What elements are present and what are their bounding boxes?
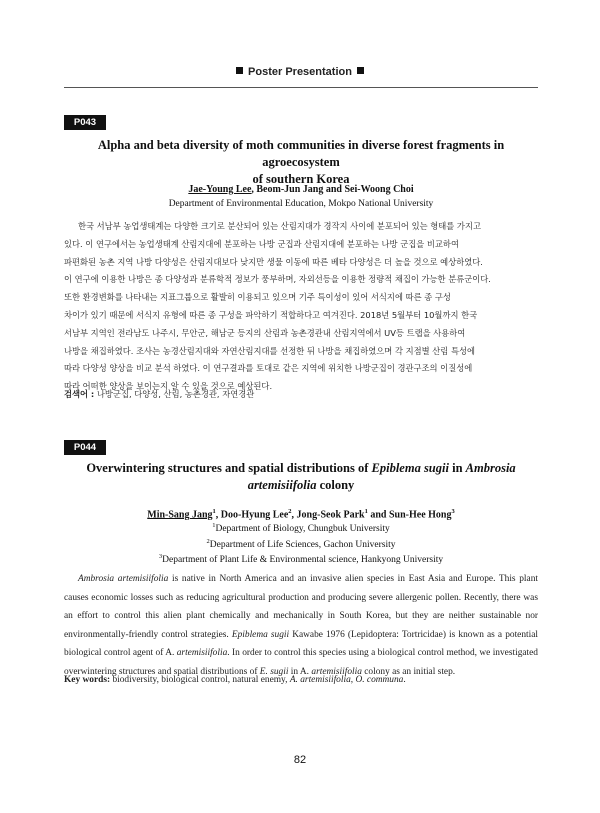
section-title: Poster Presentation [248, 66, 352, 78]
author-list [64, 183, 538, 196]
keywords-text: . [403, 675, 406, 685]
title-line: of southern Korea [252, 172, 350, 186]
aff-text: Department of Biology, Chungbuk University [215, 524, 390, 535]
abstract-line: 있다. 이 연구에서는 농업생태계 산림지대에 분포하는 나방 군집과 산림지대에 분포하는 나방 군집을 비교하여 [64, 238, 459, 249]
title-text: Overwintering structures and spatial distributions of [86, 461, 372, 475]
species-name: E. sugii [259, 666, 289, 677]
abstract-line: 한국 서남부 농업생태계는 다양한 크기로 분산되어 있는 산림지대가 경작지 사이에 분포되어 있는 형태를 가지고 [78, 221, 481, 231]
species-name: Ambrosia artemisiifolia [78, 574, 169, 584]
keywords-text: 나방군집, 다양성, 산림, 농촌경관, 자연경관 [94, 389, 255, 399]
poster-code-badge: P043 [64, 115, 106, 130]
co-author: , Jong-Seok Park [291, 509, 365, 521]
species-name: Epiblema sugii [231, 629, 290, 640]
species-name: artemisiifolia [311, 666, 362, 677]
keywords-text: , [350, 675, 356, 685]
co-author: , Doo-Hyung Lee [215, 509, 289, 521]
title-line [64, 460, 538, 477]
abstract-paragraph [64, 570, 538, 682]
author-sup: 1 [212, 508, 216, 515]
header-divider [64, 87, 538, 88]
title-text: colony [316, 478, 355, 492]
affiliations [64, 520, 538, 567]
keywords-text: biodiversity, biological control, natural enemy, [110, 675, 290, 685]
title-line [64, 477, 538, 494]
abstract-line: 나방을 채집하였다. 조사는 농경산림지대와 자연산림지대를 선정한 뒤 나방을 채집하였으며 각 지점별 산림 특성에 [64, 345, 475, 356]
species-name: artemisiifolia [176, 648, 228, 659]
abstract-english [64, 570, 538, 682]
aff-sup: 1 [212, 522, 216, 529]
abstract-text: is native in North America and an invasive alien species in East Asia and Europe. This plant causes economic losses such as reducing agricultural production and producing severe allergenic pollen. Recently, there was an effort to control this alien plant chemically and mechanically in South Korea, but they are neither sustainable nor environmentally-friendly control strategies. [64, 574, 538, 640]
species-name: Ambrosia [465, 461, 516, 475]
species-name: A. artemisiifolia [289, 675, 351, 685]
aff-sup: 3 [158, 553, 163, 561]
poster-code-badge: P044 [64, 440, 106, 455]
keywords [64, 387, 538, 401]
presenting-author: Min-Sang Jang [147, 509, 213, 521]
co-authors: , Beom-Jun Jang and Sei-Woong Choi [251, 184, 414, 195]
square-bullet-icon [357, 67, 364, 74]
abstract-line: 차이가 있기 때문에 서식지 유형에 따른 종 구성을 파악하기 적합하다고 여겨진다. 2018년 5월부터 10월까지 한국 [64, 309, 478, 320]
affiliation [64, 551, 538, 567]
title-line: Alpha and beta diversity of moth communities in diverse forest fragments in agroecosystem [97, 138, 505, 169]
co-author: and Sun-Hee Hong [367, 509, 452, 521]
abstract-line: 따라 어떠한 양상을 보이는지 알 수 있을 것으로 예상된다. [64, 381, 273, 392]
page-number: 82 [293, 754, 307, 766]
species-name: O. communa [355, 675, 404, 685]
keywords-label: 검색어 : [64, 389, 95, 399]
title-text: in [448, 461, 466, 475]
author-sup: 2 [288, 508, 292, 515]
aff-text: Department of Life Sciences, Gachon University [209, 539, 396, 550]
abstract-text: in A. [288, 666, 312, 677]
author-sup: 3 [451, 508, 455, 515]
poster-title [64, 137, 538, 188]
square-bullet-icon [236, 67, 243, 74]
abstract-line: 파편화된 농촌 지역 나방 다양성은 산림지대보다 낮지만 생물 이동에 따른 베타 다양성은 더 높을 것으로 예상하였다. [64, 256, 483, 267]
abstract-text: Kawabe 1976 (Lepidoptera: Tortricidae) is known as a potential biological control agent of A. [64, 629, 538, 659]
poster-title [64, 460, 538, 494]
author-sup: 1 [364, 508, 368, 515]
abstract-line: 또한 환경변화를 나타내는 지표그룹으로 활발히 이용되고 있으며 기주 특이성이 있어 서식지에 따른 종 구성 [64, 292, 451, 303]
abstract-text: colony as an initial step. [361, 666, 456, 677]
species-name: artemisiifolia [247, 478, 317, 492]
affiliation [64, 536, 538, 552]
section-header [0, 66, 600, 78]
keywords [64, 673, 538, 687]
abstract-line: 이 연구에 이용한 나방은 종 다양성과 분류학적 정보가 풍부하며, 자외선등을 이용한 정량적 채집이 가능한 분류군이다. [64, 274, 491, 285]
aff-sup: 2 [206, 537, 210, 545]
abstract-line: 따라 다양성 양상을 비교 분석 하였다. 이 연구결과를 토대로 같은 지역에 위치한 나방군집이 경관구조의 이질성에 [64, 363, 473, 374]
species-name: Epiblema sugii [371, 461, 449, 475]
author-list [64, 505, 538, 521]
abstract-line: 서남부 지역인 전라남도 나주시, 무안군, 해남군 등지의 산림과 농촌경관내 산림지역에서 UV등 트랩을 사용하여 [64, 327, 466, 338]
affiliation: Department of Environmental Education, Mokpo National University [168, 199, 434, 209]
keywords-label: Key words: [64, 675, 111, 685]
aff-text: Department of Plant Life & Environmental science, Hankyong University [162, 555, 444, 566]
presenting-author: Jae-Young Lee [188, 184, 252, 195]
abstract-korean [64, 218, 538, 396]
affiliation [64, 520, 538, 536]
abstract-text: . In order to control this species using a biological control method, we investigated overwintering structures and spatial distributions of [64, 648, 538, 677]
